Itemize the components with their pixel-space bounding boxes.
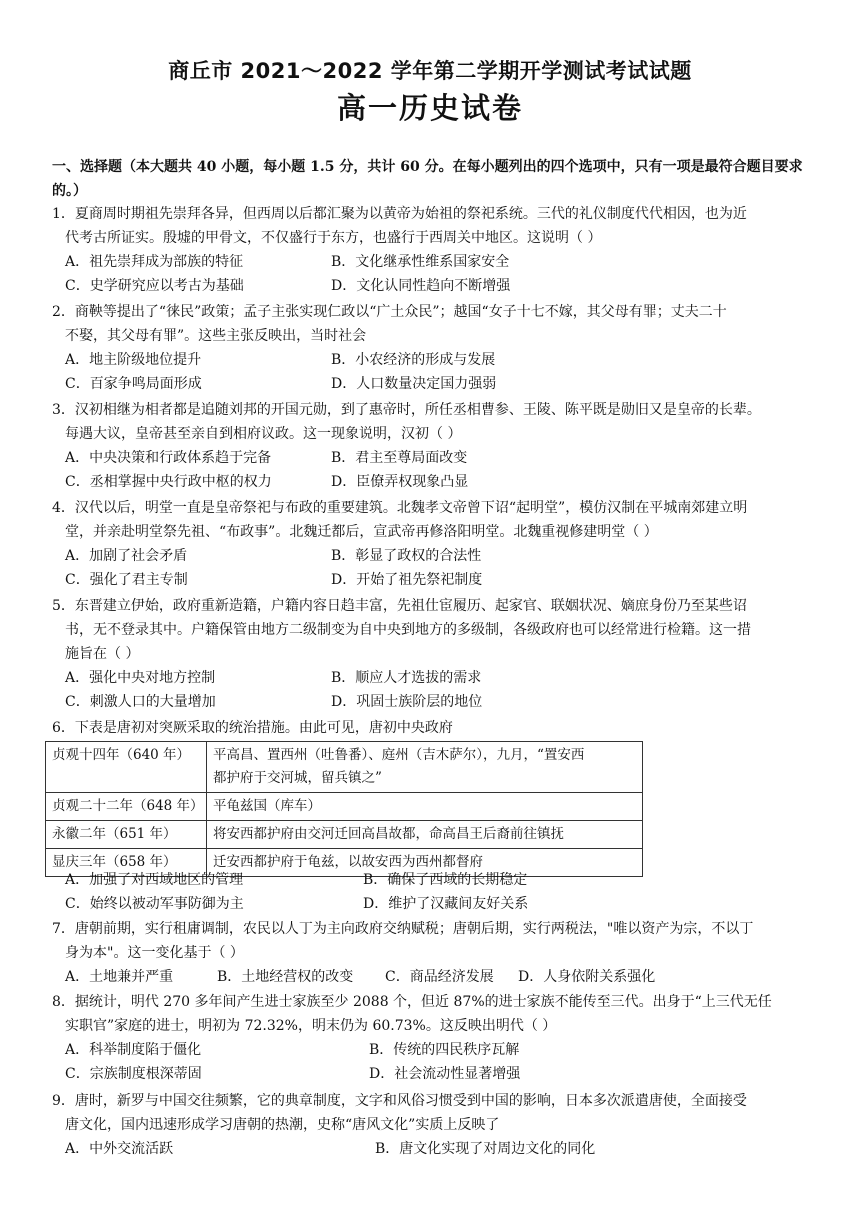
question-stem: 3．汉初相继为相者都是追随刘邦的开国元勋，到了惠帝时，所任丞相曹参、王陵、陈平既是勋旧又是皇帝的长辈。 (52, 402, 761, 418)
option-a[interactable]: A．中外交流活跃 (65, 1141, 174, 1157)
option-a[interactable]: A．祖先崇拜成为部族的特征 (65, 254, 244, 270)
option-c[interactable]: C．刺激人口的大量增加 (65, 694, 216, 710)
question-stem: 身为本"。这一变化基于（ ） (65, 945, 244, 961)
option-b[interactable]: B．土地经营权的改变 (217, 969, 354, 985)
option-c[interactable]: C．宗族制度根深蒂固 (65, 1066, 202, 1082)
option-b[interactable]: B．顺应人才选拔的需求 (331, 670, 482, 686)
option-c[interactable]: C．商品经济发展 (385, 969, 494, 985)
question-stem: 8．据统计，明代 270 多年间产生进士家族至少 2088 个，但近 87%的进士家族不能传至三代。出身于“上三代无任 (52, 994, 772, 1010)
option-d[interactable]: D．臣僚弄权现象凸显 (331, 474, 469, 490)
question-6-options (52, 868, 812, 916)
question-8 (52, 990, 812, 1086)
question-stem: 代考古所证实。殷墟的甲骨文，不仅盛行于东方，也盛行于西周关中地区。这说明（ ） (65, 230, 602, 246)
option-b[interactable]: B．唐文化实现了对周边文化的同化 (375, 1141, 596, 1157)
question-stem: 堂，并亲赴明堂祭先祖、“布政事”。北魏迁都后，宣武帝再修洛阳明堂。北魏重视修建明堂（ ） (65, 524, 658, 540)
exam-subtitle: 高一历史试卷 (336, 91, 523, 125)
option-a[interactable]: A．土地兼并严重 (65, 969, 174, 985)
question-stem: 每遇大议，皇帝甚至亲自到相府议政。这一现象说明，汉初（ ） (65, 426, 462, 442)
cell-line: 平高昌、置西州（吐鲁番）、庭州（吉木萨尔），九月，“置安西 (213, 747, 585, 763)
section-heading: 一、选择题（本大题共 40 小题，每小题 1.5 分，共计 60 分。在每小题列出的四个选项中，只有一项是最符合题目要求的。） (52, 159, 803, 199)
table-cell: 显庆三年（658 年） (46, 849, 207, 877)
question-9 (52, 1089, 812, 1161)
option-a[interactable]: A．科举制度陷于僵化 (65, 1042, 202, 1058)
question-1 (52, 202, 812, 298)
question-stem: 4．汉代以后，明堂一直是皇帝祭祀与布政的重要建筑。北魏孝文帝曾下诏“起明堂”，模仿汉制在平城南郊建立明 (52, 500, 748, 516)
option-c[interactable]: C．始终以被动军事防御为主 (65, 896, 244, 912)
question-7 (52, 917, 812, 989)
cell-line: 都护府于交河城，留兵镇之” (213, 770, 382, 786)
question-stem: 6．下表是唐初对突厥采取的统治措施。由此可见，唐初中央政府 (52, 720, 453, 736)
table-row (46, 821, 643, 849)
measures-table (45, 741, 643, 877)
question-6 (52, 716, 812, 740)
question-stem: 5．东晋建立伊始，政府重新造籍，户籍内容日趋丰富，先祖仕宦履历、起家官、联姻状况、嫡庶身份乃至某些诏 (52, 598, 747, 614)
question-2 (52, 300, 812, 396)
question-stem: 唐文化，国内迅速形成学习唐朝的热潮，史称“唐风文化”实质上反映了 (65, 1117, 500, 1133)
option-d[interactable]: D．开始了祖先祭祀制度 (331, 572, 483, 588)
table-cell: 将安西都护府由交河迁回高昌故都，命高昌王后裔前往镇抚 (207, 821, 643, 849)
table-row (46, 793, 643, 821)
option-a[interactable]: A．强化中央对地方控制 (65, 670, 216, 686)
option-b[interactable]: B．确保了西域的长期稳定 (363, 872, 528, 888)
question-5 (52, 594, 812, 714)
question-stem: 9．唐时，新罗与中国交往频繁，它的典章制度，文字和风俗习惯受到中国的影响，日本多次派遣唐使，全面接受 (52, 1093, 747, 1109)
option-c[interactable]: C．百家争鸣局面形成 (65, 376, 202, 392)
question-stem: 7．唐朝前期，实行租庸调制，农民以人丁为主向政府交纳赋税；唐朝后期，实行两税法，"唯以资产为宗，不以丁 (52, 921, 754, 937)
option-d[interactable]: D．维护了汉藏间友好关系 (363, 896, 529, 912)
table-cell: 平龟兹国（库车） (207, 793, 643, 821)
question-3 (52, 398, 812, 494)
exam-title: 商丘市 2021～2022 学年第二学期开学测试考试试题 (168, 59, 692, 83)
table-cell (207, 742, 643, 793)
question-4 (52, 496, 812, 592)
option-d[interactable]: D．巩固士族阶层的地位 (331, 694, 483, 710)
option-a[interactable]: A．中央决策和行政体系趋于完备 (65, 450, 272, 466)
option-c[interactable]: C．强化了君主专制 (65, 572, 188, 588)
option-d[interactable]: D．人身依附关系强化 (518, 969, 656, 985)
table-cell: 贞观十四年（640 年） (46, 742, 207, 793)
question-stem: 书，无不登录其中。户籍保管由地方二级制变为自中央到地方的多级制，各级政府也可以经常进行检籍。这一措 (65, 622, 751, 638)
option-b[interactable]: B．传统的四民秩序瓦解 (369, 1042, 520, 1058)
question-stem: 2．商鞅等提出了“徕民”政策；孟子主张实现仁政以“广土众民”；越国“女子十七不嫁，其父母有罪；丈夫二十 (52, 304, 727, 320)
table-cell: 迁安西都护府于龟兹，以故安西为西州都督府 (207, 849, 643, 877)
table-cell: 贞观二十二年（648 年） (46, 793, 207, 821)
question-stem: 1．夏商周时期祖先崇拜各异，但西周以后都汇聚为以黄帝为始祖的祭祀系统。三代的礼仪制度代代相因，也为近 (52, 206, 747, 222)
option-b[interactable]: B．彰显了政权的合法性 (331, 548, 482, 564)
option-d[interactable]: D．文化认同性趋向不断增强 (331, 278, 511, 294)
option-b[interactable]: B．文化继承性维系国家安全 (331, 254, 510, 270)
question-stem: 实职官”家庭的进士，明初为 72.32%，明末仍为 60.73%。这反映出明代（ ） (65, 1018, 557, 1034)
option-b[interactable]: B．君主至尊局面改变 (331, 450, 468, 466)
option-b[interactable]: B．小农经济的形成与发展 (331, 352, 496, 368)
option-c[interactable]: C．丞相掌握中央行政中枢的权力 (65, 474, 272, 490)
option-d[interactable]: D．人口数量决定国力强弱 (331, 376, 497, 392)
option-d[interactable]: D．社会流动性显著增强 (369, 1066, 521, 1082)
option-a[interactable]: A．加剧了社会矛盾 (65, 548, 188, 564)
question-stem: 施旨在（ ） (65, 646, 140, 662)
option-a[interactable]: A．地主阶级地位提升 (65, 352, 202, 368)
question-stem: 不娶，其父母有罪”。这些主张反映出，当时社会 (65, 328, 367, 344)
table-cell: 永徽二年（651 年） (46, 821, 207, 849)
option-a[interactable]: A．加强了对西域地区的管理 (65, 872, 244, 888)
option-c[interactable]: C．史学研究应以考古为基础 (65, 278, 244, 294)
table-row (46, 742, 643, 793)
